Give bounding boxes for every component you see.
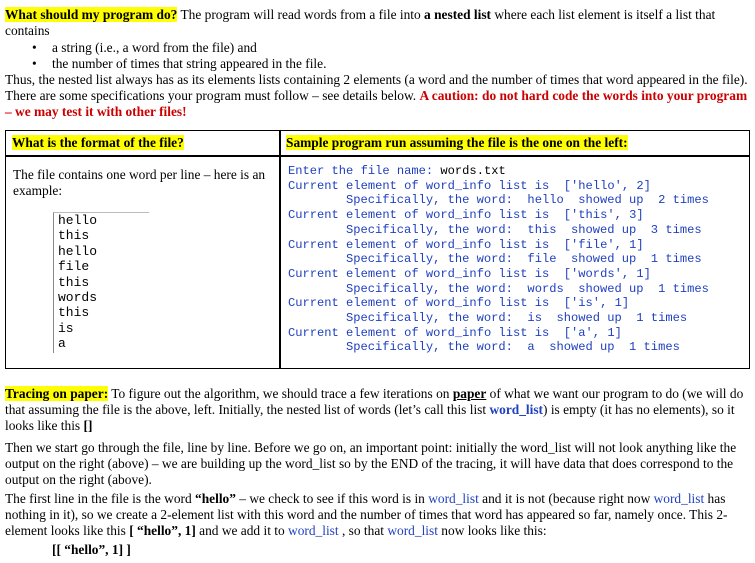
left-header: What is the format of the file? — [12, 135, 184, 150]
file-example — [53, 212, 149, 353]
specifically-line: Specifically, the word: this showed up 3 times — [346, 222, 702, 237]
word-list-ref: word_list — [288, 523, 339, 538]
header-divider — [6, 155, 749, 157]
current-element-line: Current element of word_info list is ['is', 1] — [288, 296, 630, 311]
prompt-line: Enter the file name: words.txt — [288, 164, 506, 178]
final-nested-list: [[ “hello”, 1] ] — [52, 542, 131, 557]
bullet-item: • a string (i.e., a word from the file) and — [32, 40, 326, 56]
file-word: this — [58, 228, 90, 244]
file-word: is — [58, 320, 74, 336]
nested-list-term: a nested list — [424, 7, 492, 22]
prompt-input: words.txt — [440, 164, 506, 178]
tracing-paragraph: Tracing on paper: To figure out the algorithm, we should trace a few iterations on paper of what we want our program to do (we will do that assuming the file is the above, left. Initially, the nested list of words (let’s call this list word_list) is empty (it has no elements), so it looks like this [] — [5, 386, 744, 433]
current-element-line: Current element of word_info list is ['this', 3] — [288, 208, 644, 223]
file-word: hello — [58, 243, 98, 259]
right-header: Sample program run assuming the file is the one on the left: — [286, 135, 628, 150]
file-word: words — [58, 290, 98, 306]
word-list-ref: word_list — [653, 491, 705, 506]
current-element-line: Current element of word_info list is ['file', 1] — [288, 237, 644, 252]
tracing-heading: Tracing on paper: — [5, 386, 109, 401]
intro-heading: What should my program do? — [5, 7, 178, 22]
caution-text: A caution: do not hard code the words into your program – we may test it with other files! — [5, 88, 748, 119]
current-element-line: Current element of word_info list is ['hello', 2] — [288, 178, 651, 193]
bullet-list — [32, 40, 326, 72]
then-paragraph: Then we start go through the file, line by line. Before we go on, an important point: initially the word_list will not look anything like the output on the right (above) – we are building up the word_list so by the END of the tracing, it will have data that does correspond to the output on the right (above). — [5, 440, 737, 487]
file-word: file — [58, 259, 90, 275]
first-line-paragraph: The first line in the file is the word “hello” – we check to see if this word is in word_list and it is not (because right now word_list has nothing in it), so we create a 2-element list with this word and the number of times that word has appeared so far, namely once. This 2-element looks like this [ “hello”, 1] and we add it to word_list , so that word_list now looks like this: — [5, 491, 728, 538]
word-list-ref: word_list — [387, 523, 438, 538]
word-list-term: word_list — [489, 402, 544, 417]
bullet-item: • the number of times that string appeared in the file. — [32, 56, 326, 72]
specifically-line: Specifically, the word: words showed up 1 times — [346, 281, 709, 296]
column-divider — [279, 131, 281, 368]
sample-run-output — [288, 164, 709, 355]
format-table — [5, 130, 750, 369]
current-element-line: Current element of word_info list is ['words', 1] — [288, 266, 651, 281]
file-word: this — [58, 274, 90, 290]
file-format-description: The file contains one word per line – here is an example: — [13, 167, 266, 198]
file-word: a — [58, 336, 66, 352]
specifically-line: Specifically, the word: is showed up 1 times — [346, 311, 688, 326]
file-word: hello — [58, 213, 98, 228]
paper-term: paper — [452, 386, 487, 401]
specifically-line: Specifically, the word: file showed up 1 times — [346, 252, 702, 267]
file-word: this — [58, 305, 90, 321]
thus-paragraph: Thus, the nested list always has as its elements lists containing 2 elements (a word and the number of times that word appeared in the file). There are some specifications your program must follow – see details below. A caution: do not hard code the words into your program – we may test it with other files! — [5, 72, 748, 119]
empty-list: [] — [83, 418, 93, 433]
word-list-ref: word_list — [428, 491, 479, 506]
specifically-line: Specifically, the word: hello showed up 2 times — [346, 193, 709, 208]
specifically-line: Specifically, the word: a showed up 1 times — [346, 340, 680, 355]
current-element-line: Current element of word_info list is ['a', 1] — [288, 325, 622, 340]
intro-paragraph: What should my program do? The program will read words from a file into a nested list where each list element is itself a list that contains — [5, 7, 716, 38]
hello-word: “hello” — [195, 491, 236, 506]
hello-pair: [ “hello”, 1] — [129, 523, 196, 538]
